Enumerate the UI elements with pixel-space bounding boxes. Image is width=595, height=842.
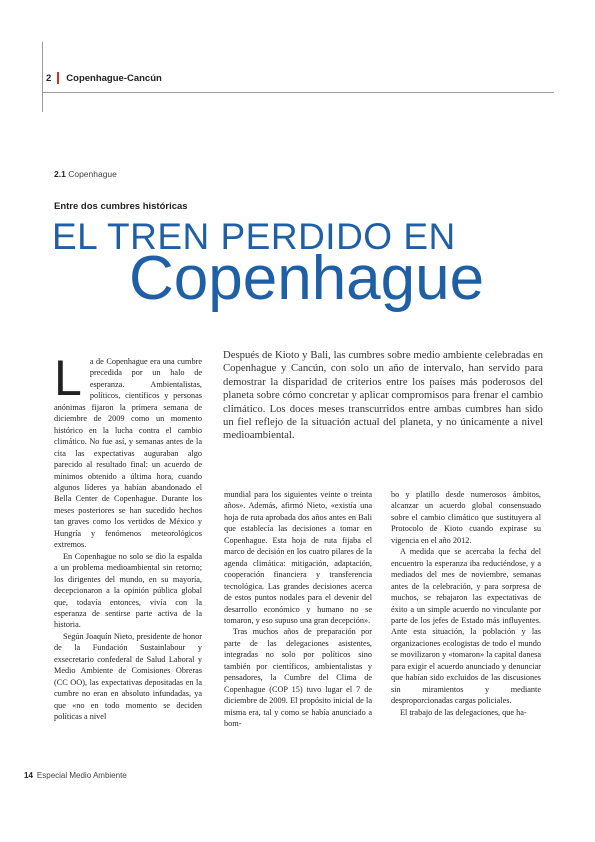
body-column-2 <box>224 489 372 730</box>
lead-paragraph: Después de Kioto y Bali, las cumbres sobre medio ambiente celebradas en Copenhague y Cancún, con solo un año de intervalo, han servido para demostrar la disparidad de criterios entre los países más poderosos del planeta sobre cómo concretar y aplicar compromisos para frenar el cambio climático. Los doces meses transcurridos entre ambas cumbres han sido un fiel reflejo de la situación actual del planeta, y no únicamente a nivel medioambiental. <box>223 349 543 442</box>
body-column-1 <box>54 350 202 723</box>
section-title: Copenhague <box>68 169 117 179</box>
body-paragraph: En Copenhague no solo se dio la espalda a un problema medioambiental sin retorno; los dirigentes del mundo, en su mayoría, decepcionaron a la opinión pública global que, todavía entonces, vivía con la esperanza de sentirse parte activa de la historia. <box>54 551 202 630</box>
body-paragraph: bo y platillo desde numerosos ámbitos, alcanzar un acuerdo global consensuado sobre el cambio climático que sustituyera al Protocolo de Kioto cuando expirase su vigencia en el año 2012. <box>391 490 541 545</box>
kicker: Entre dos cumbres históricas <box>54 201 188 212</box>
header-accent-bar <box>57 72 59 84</box>
footer-publication: Especial Medio Ambiente <box>36 771 127 780</box>
section-label <box>54 169 117 179</box>
header-vertical-rule <box>42 42 43 112</box>
section-number: 2.1 <box>54 169 66 179</box>
body-paragraph: mundial para los siguientes veinte o treinta años». Además, afirmó Nieto, «existía una hoja de ruta aprobada dos años antes en Bali que establecía las decisiones a tomar en Copenhague. Esta hoja de ruta fijaba el marco de decisión en los cuatro pilares de la agenda climática: mitigación, adaptación, cooperación financiera y transferencia tecnológica. Las grandes decisiones acerca de estos puntos nodales para el devenir del desarrollo económico y humano no se tomaron, y eso supuso una gran decepción». <box>224 490 372 625</box>
header-horizontal-rule <box>42 92 554 93</box>
headline-line-1: EL TREN PERDIDO EN <box>52 216 456 257</box>
body-paragraph: El trabajo de las delegaciones, que ha- <box>400 707 527 717</box>
running-header <box>46 72 162 84</box>
header-chapter-title: Copenhague-Cancún <box>66 72 162 84</box>
body-paragraph: Según Joaquín Nieto, presidente de honor de la Fundación Sustainlabour y exsecretario confederal de Salud Laboral y Medio Ambiente de Comisiones Obreras (CC OO), las expectativas depositadas en la cumbre no eran en absoluto infundadas, ya que «no en todo momento se deciden políticas a nivel <box>54 631 202 722</box>
page-footer <box>24 771 127 780</box>
body-paragraph: A medida que se acercaba la fecha del encuentro la esperanza iba reduciéndose, y a mediados del mes de noviembre, semanas antes de la celebración, y para sorpresa de muchos, se rebajaron las expectativas de éxito a un simple acuerdo no vinculante por parte de los jefes de Estado más influyentes. Ante esta situación, la población y las organizaciones ecologistas de todo el mundo se movilizaron y «tomaron» la capital danesa para exigir el acuerdo anunciado y denunciar que habían sido excluidos de las discusiones sin miramientos y mediante desproporcionadas cargas policiales. <box>391 547 541 706</box>
body-paragraph: Tras muchos años de preparación por parte de las delegaciones asistentes, integradas no solo por políticos sino también por científicos, ambientalistas y pensadores, la Cumbre del Clima de Copenhague (COP 15) tuvo lugar el 7 de diciembre de 2009. El propósito inicial de la misma era, tal y como se había anunciado a bom- <box>224 627 372 729</box>
drop-cap: L <box>54 350 82 406</box>
headline-line-2: Copenhague <box>129 244 485 313</box>
body-column-3 <box>391 489 541 718</box>
footer-page-number: 14 <box>24 771 33 780</box>
body-paragraph: La de Copenhague era una cumbre precedida por un halo de esperanza. Ambientalistas, políticos, científicos y personas anónimas fijaron la primera semana de diciembre de 2009 como un momento histórico en la lucha contra el cambio climático. No fue así, y semanas antes de la cita las expectativas auguraban algo parecido al resultado final: un acuerdo de mínimos obtenido a última hora, cuando algunos líderes ya habían abandonado el Bella Center de Copenhague. Durante los meses posteriores se han sucedido hechos tan graves como los vertidos de México y Hungría y fenómenos meteorológicos extremos. <box>54 350 202 550</box>
header-page-number: 2 <box>46 72 52 84</box>
